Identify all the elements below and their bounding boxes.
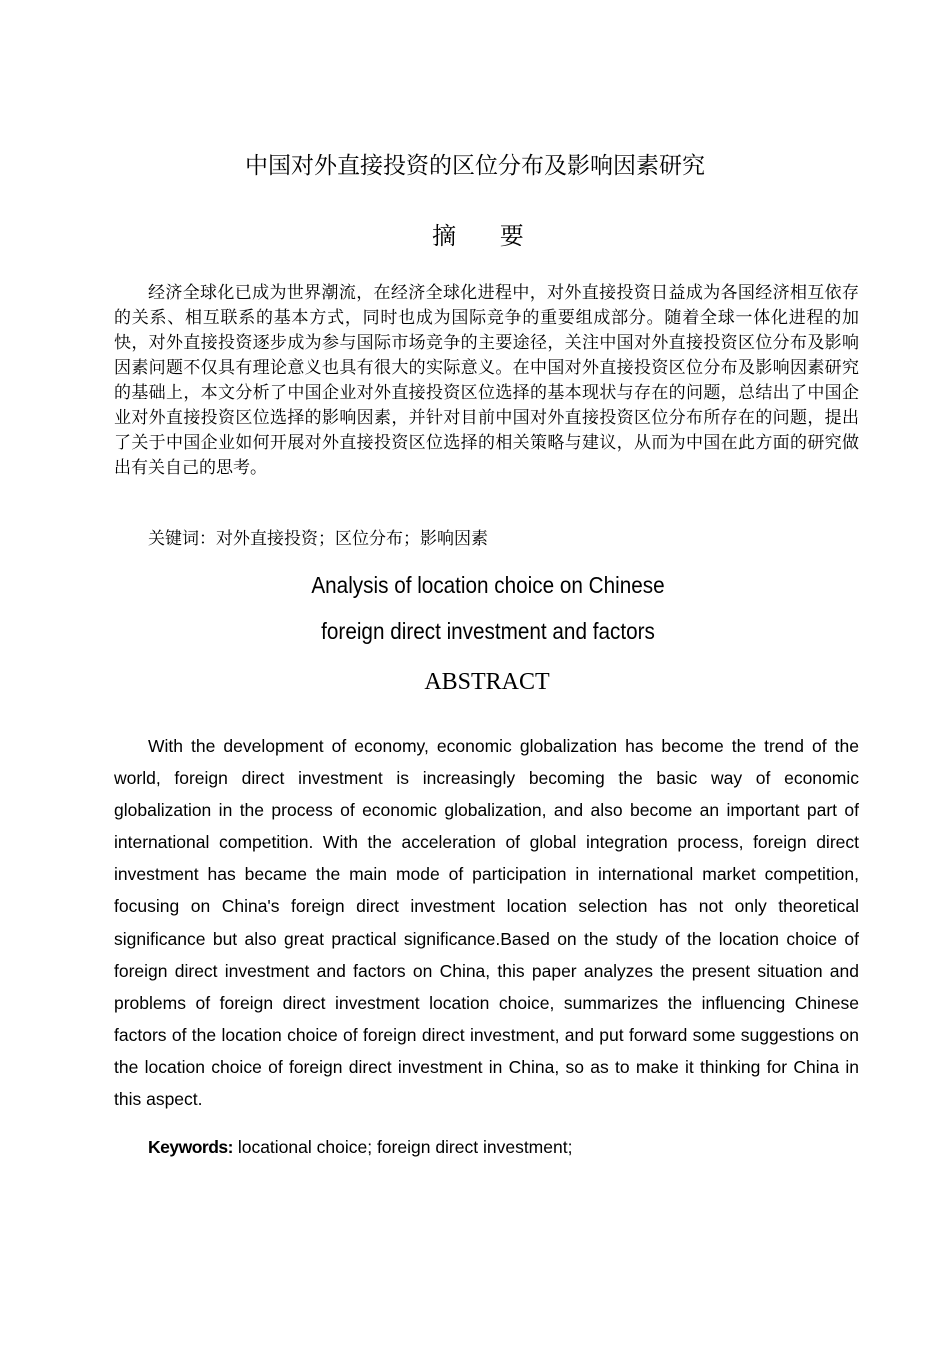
chinese-title: 中国对外直接投资的区位分布及影响因素研究	[245, 153, 705, 179]
english-abstract-heading: ABSTRACT	[424, 669, 550, 695]
chinese-abstract-heading: 摘 要	[432, 222, 542, 250]
english-title-line-1: Analysis of location choice on Chinese	[311, 572, 665, 598]
english-keywords	[148, 1133, 848, 1161]
english-keywords-label: Keywords:	[148, 1137, 233, 1157]
english-keywords-text: locational choice; foreign direct investment;	[232, 1137, 573, 1157]
chinese-keywords-label: 关键词：	[148, 529, 216, 549]
english-abstract-body: With the development of economy, economic globalization has become the trend of the world, foreign direct investment is increasingly becoming the basic way of economic globalization in the process of economic globalization, and also become an important part of international competition. With the acceleration of global integration process, foreign direct investment has became the main mode of participation in international market competition, focusing on China's foreign direct investment location selection has not only theoretical significance but also great practical significance.Based on the study of the location choice of foreign direct investment and factors on China, this paper analyzes the present situation and problems of foreign direct investment location choice, summarizes the influencing Chinese factors of the location choice of foreign direct investment, and put forward some suggestions on the location choice of foreign direct investment in China, so as to make it thinking for China in this aspect.	[114, 736, 859, 1110]
chinese-keywords-text: 对外直接投资；区位分布；影响因素	[216, 529, 488, 549]
chinese-keywords	[148, 527, 848, 552]
english-title	[49, 562, 927, 654]
english-title-line-2: foreign direct investment and factors	[321, 618, 655, 644]
chinese-abstract-body: 经济全球化已成为世界潮流，在经济全球化进程中，对外直接投资日益成为各国经济相互依存的关系、相互联系的基本方式，同时也成为国际竞争的重要组成部分。随着全球一体化进程的加快，对外直接投资逐步成为参与国际市场竞争的主要途径，关注中国对外直接投资区位分布及影响因素问题不仅具有理论意义也具有很大的实际意义。在中国对外直接投资区位分布及影响因素研究的基础上，本文分析了中国企业对外直接投资区位选择的基本现状与存在的问题，总结出了中国企业对外直接投资区位选择的影响因素，并针对目前中国对外直接投资区位分布所存在的问题，提出了关于中国企业如何开展对外直接投资区位选择的相关策略与建议，从而为中国在此方面的研究做出有关自己的思考。	[114, 283, 859, 478]
